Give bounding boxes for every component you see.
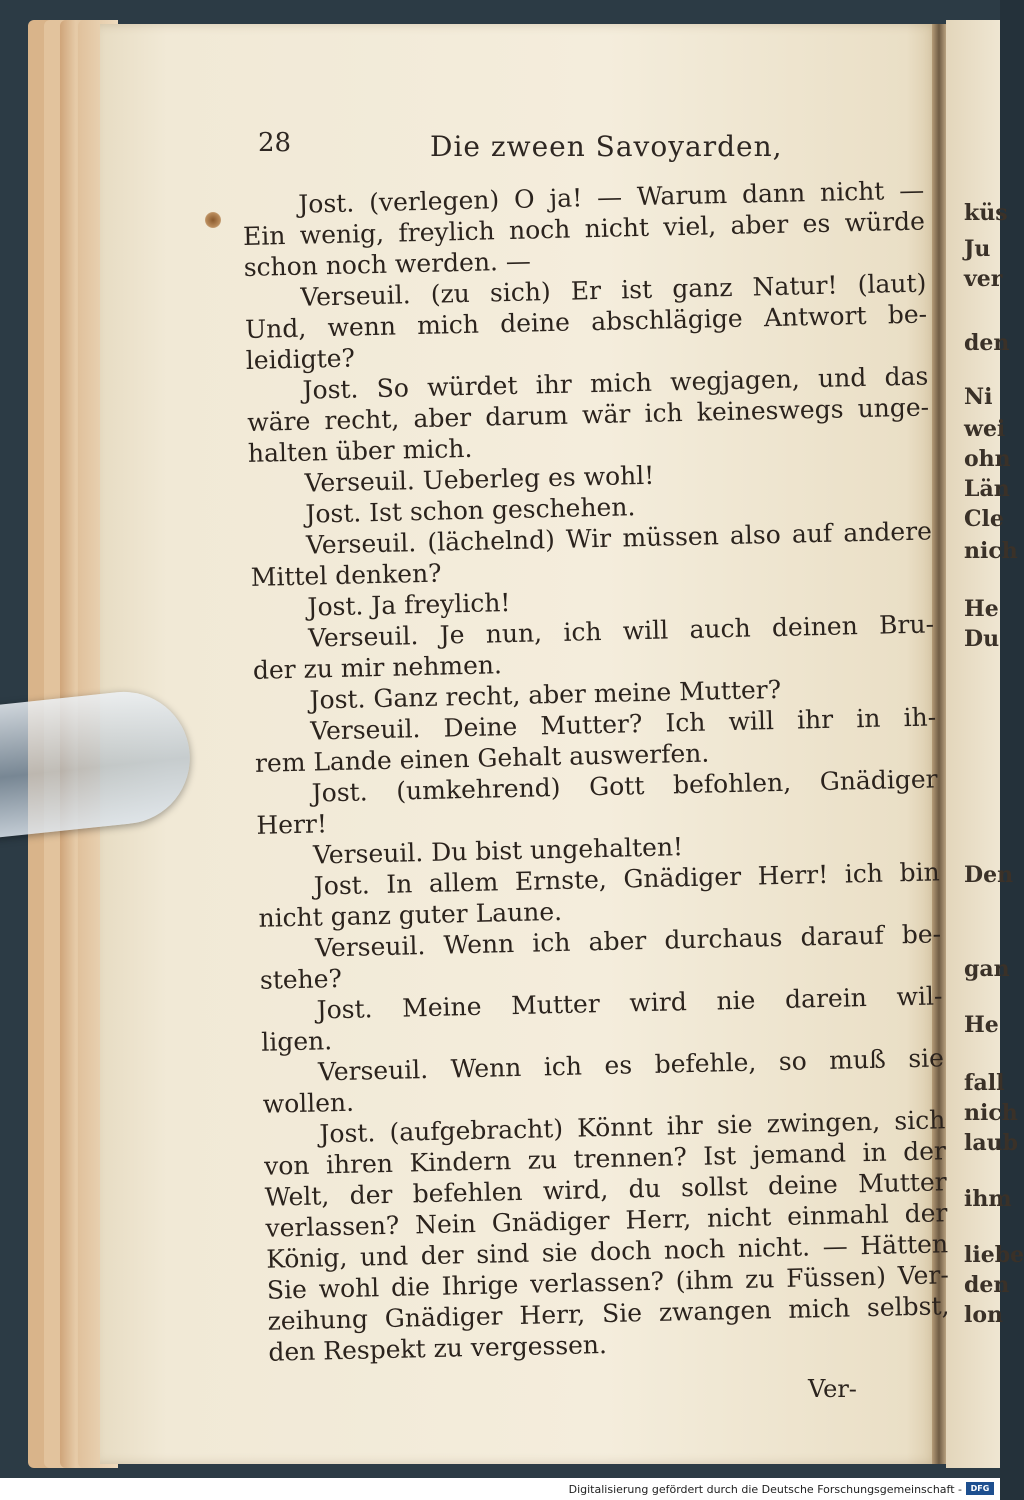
right-page-text-fragment: küs [964,200,1008,226]
text-line: Ein wenig, freylich noch nicht viel, aber es würde [242,206,926,251]
text-line: wäre recht, aber darum wär ich keineswegs unge- [246,392,930,437]
dfg-logo-icon: DFG [966,1482,994,1495]
right-page-text-fragment: ver [964,266,1003,292]
text-line: Verseuil. Wenn ich aber durchaus darauf be- [314,919,942,963]
text-line: der zu mir nehmen. [252,650,503,685]
text-line: nicht ganz guter Laune. [258,896,563,933]
text-line: leidigte? [245,343,356,375]
text-line: halten über mich. [247,433,473,468]
text-line: Herr! [256,809,328,840]
text-line: Jost. Ja freylich! [307,588,511,622]
text-line: von ihren Kindern zu trennen? Ist jemand in der [263,1136,947,1181]
text-line: Jost. Ganz recht, aber meine Mutter? [309,674,782,715]
right-page-text-fragment: wei [964,416,1006,442]
right-page-text-fragment: Cle [964,506,1004,532]
funding-note: Digitalisierung gefördert durch die Deutsche Forschungsgemeinschaft - [568,1483,962,1496]
right-page-text-fragment: Ju [964,236,991,262]
body-text [242,175,951,1368]
text-line: König, und der sind sie doch noch nicht. — Hätten [265,1229,949,1274]
right-page-text-fragment: He [964,1012,999,1038]
text-line: Jost. (verlegen) O ja! — Warum dann nicht — [298,175,925,219]
right-page-text-fragment: den [964,1272,1010,1298]
right-page-text-fragment: gan [964,956,1010,982]
text-line: rem Lande einen Gehalt auswerfen. [254,738,710,778]
text-line: Jost. So würdet ihr mich wegjagen, und das [302,361,929,405]
right-page-text-fragment: liebe [964,1242,1024,1268]
footer [0,1478,1000,1500]
text-line: Jost. In allem Ernste, Gnädiger Herr! ich bin [313,857,940,901]
text-line: Verseuil. (lächelnd) Wir müssen also auf andere [305,516,933,560]
text-line: verlassen? Nein Gnädiger Herr, nicht einmahl der [265,1198,948,1243]
text-line: Verseuil. Wenn ich es befehle, so muß sie [317,1043,945,1087]
right-page-text-fragment: den [964,330,1010,356]
text-line: zeihung Gnädiger Herr, Sie zwangen mich selbst, [267,1291,950,1336]
text-line: Mittel denken? [250,558,442,592]
text-line: den Respekt zu vergessen. [268,1330,608,1367]
right-page-text-fragment: Ni [964,384,993,410]
text-line: Jost. Ist schon geschehen. [305,492,636,529]
right-page-text-fragment: Län [964,476,1010,502]
right-page-text-fragment: nich [964,1100,1018,1126]
page-number: 28 [258,128,292,158]
text-line: Verseuil. Du bist ungehalten! [312,832,684,870]
catchword: Ver- [808,1375,857,1403]
text-line: stehe? [259,963,343,995]
right-page-text-fragment: laub [964,1130,1018,1156]
text-line: Und, wenn mich deine abschlägige Antwort be- [244,299,928,344]
text-line: Sie wohl die Ihrige verlassen? (ihm zu Füssen) Ver- [266,1260,950,1305]
paper-stain [205,212,221,228]
right-page-text-fragment: lon [964,1302,1004,1328]
text-line: Jost. (aufgebracht) Könnt ihr sie zwingen, sich [319,1105,946,1149]
page-header [258,128,918,168]
text-line: Verseuil. Je nun, ich will auch deinen Bru- [307,609,935,653]
text-line: Verseuil. Deine Mutter? Ich will ihr in ih- [309,702,937,746]
text-line: Verseuil. Ueberleg es wohl! [304,460,655,498]
right-page-text-fragment: Den [964,862,1014,888]
text-line: Jost. Meine Mutter wird nie darein wil- [316,981,943,1025]
running-title: Die zween Savoyarden, [430,130,783,163]
right-page-text-fragment: ohn [964,446,1011,472]
right-page-text-fragment: ihm [964,1186,1012,1212]
text-line: Welt, der befehlen wird, du sollst deine Mutter [264,1167,947,1212]
right-page-text-fragment: He [964,596,999,622]
right-page-text-fragment: nich [964,538,1018,564]
text-line: ligen. [261,1026,333,1057]
right-page-fragment [946,20,1024,1468]
text-line: schon noch werden. — [243,246,532,282]
text-line: Verseuil. (zu sich) Er ist ganz Natur! (laut) [300,268,927,312]
right-page-text-fragment: fall [964,1070,1005,1096]
text-line: Jost. (umkehrend) Gott befohlen, Gnädiger [311,764,938,808]
text-line: wollen. [262,1087,355,1119]
right-page-text-fragment: Du [964,626,1000,652]
